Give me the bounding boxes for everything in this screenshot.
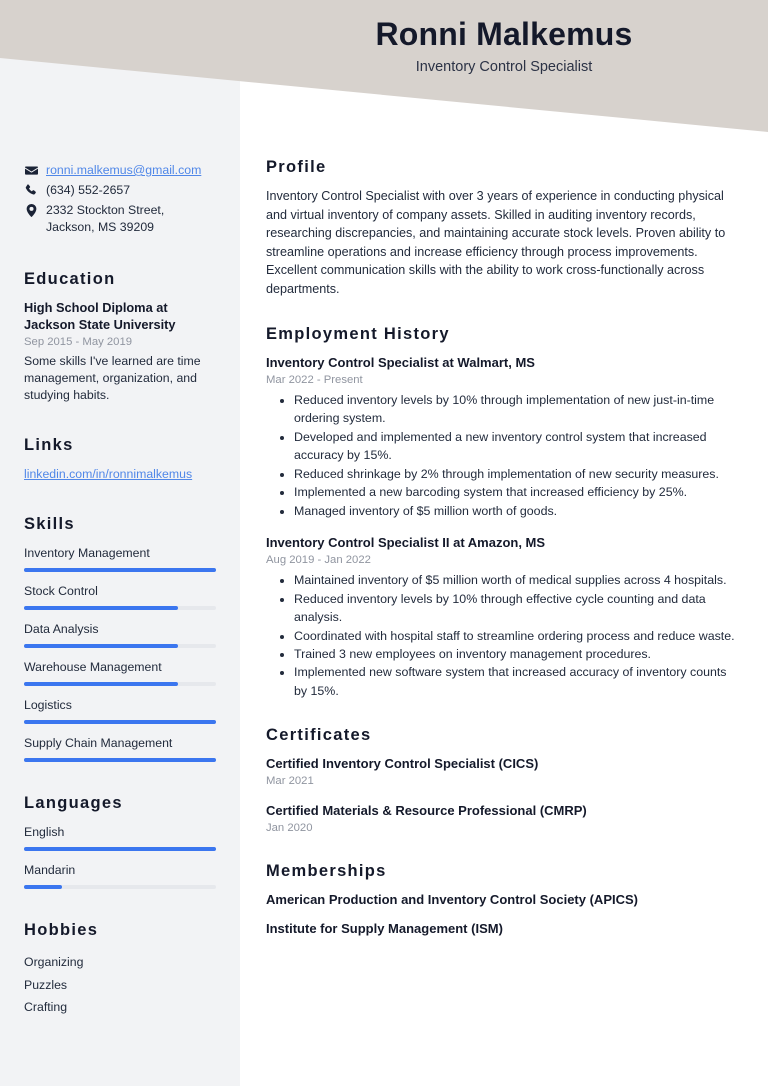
email-link[interactable]: ronni.malkemus@gmail.com [46, 163, 202, 177]
skill-bar-fill [24, 682, 178, 686]
job-bullet: • Reduced inventory levels by 10% through effective cycle counting and data analysis. [294, 590, 738, 627]
contact-phone-value: (634) 552-2657 [46, 183, 131, 197]
skill-label: Logistics [24, 698, 72, 712]
job-entry [266, 354, 738, 520]
skill-item [24, 621, 216, 648]
language-bar-fill [24, 847, 216, 851]
skill-item [24, 545, 216, 572]
language-item [24, 824, 216, 851]
job-bullet: • Developed and implemented a new inventory control system that increased accuracy by 15%. [294, 428, 738, 465]
languages-heading: Languages [24, 794, 123, 812]
hobbies-list [24, 951, 216, 1019]
language-bar-fill [24, 885, 62, 889]
job-bullet: • Trained 3 new employees on inventory management procedures. [294, 645, 738, 663]
education-date: Sep 2015 - May 2019 [24, 336, 133, 348]
contact-email-value [46, 162, 216, 179]
membership-item: American Production and Inventory Control Society (APICS) [266, 892, 638, 908]
language-label: Mandarin [24, 863, 76, 877]
profile-text: Inventory Control Specialist with over 3 years of experience in conducting physical and virtual inventory of company assets. Skilled in auditing inventory records, researching discrepancies, and maintaining accurate stock levels. Proven ability to streamline operations and increase efficiency through process improvements. Excellent communication skills with the ability to work cross-functionally across departments. [266, 189, 726, 296]
certificate-title: Certified Inventory Control Specialist (CICS) [266, 756, 539, 772]
skills-list [24, 545, 216, 762]
job-date: Mar 2022 - Present [266, 373, 363, 386]
job-bullet: • Managed inventory of $5 million worth of goods. [294, 502, 738, 520]
job-bullet: • Reduced inventory levels by 10% through implementation of new just-in-time ordering system. [294, 391, 738, 428]
contact-address [24, 202, 216, 236]
job-bullets [266, 571, 738, 700]
language-label: English [24, 825, 65, 839]
language-bar-track [24, 885, 216, 889]
address-line-2: Jackson, MS 39209 [46, 220, 155, 234]
header-job-title: Inventory Control Specialist [415, 58, 593, 75]
links-heading: Links [24, 436, 74, 454]
job-title: Inventory Control Specialist at Walmart, MS [266, 354, 535, 370]
certificate-entry [266, 755, 738, 790]
skill-item [24, 735, 216, 762]
hobby-item: Crafting [24, 1000, 68, 1014]
skill-item [24, 583, 216, 610]
languages-list [24, 824, 216, 889]
certificate-entry [266, 802, 738, 837]
skill-bar-fill [24, 568, 216, 572]
contact-phone [24, 182, 216, 199]
skill-label: Warehouse Management [24, 660, 162, 674]
envelope-icon [24, 162, 38, 177]
skill-label: Inventory Management [24, 546, 150, 560]
skills-heading: Skills [24, 515, 75, 533]
education-title: High School Diploma at Jackson State University [24, 300, 176, 332]
location-pin-icon [24, 202, 38, 217]
language-bar-track [24, 847, 216, 851]
certificate-title: Certified Materials & Resource Professional (CMRP) [266, 802, 587, 818]
skill-bar-fill [24, 606, 178, 610]
education-description: Some skills I've learned are time management, organization, and studying habits. [24, 354, 201, 402]
education-entry [24, 300, 216, 404]
certificates-heading: Certificates [266, 726, 372, 745]
job-date: Aug 2019 - Jan 2022 [266, 553, 371, 566]
sidebar [0, 0, 240, 1019]
job-bullet: • Reduced shrinkage by 2% through implementation of new security measures. [294, 465, 738, 483]
skill-label: Data Analysis [24, 622, 99, 636]
job-bullets [266, 391, 738, 520]
contact-list [24, 162, 216, 236]
hobby-item: Organizing [24, 955, 84, 969]
job-title: Inventory Control Specialist II at Amazon, MS [266, 534, 546, 550]
certificates-section [266, 726, 738, 836]
memberships-section [266, 862, 738, 938]
job-bullet: • Maintained inventory of $5 million worth of medical supplies across 4 hospitals. [294, 571, 738, 589]
job-bullet: • Implemented a new barcoding system that increased efficiency by 25%. [294, 483, 738, 501]
hobby-item: Puzzles [24, 977, 68, 992]
profile-heading: Profile [266, 158, 327, 176]
skill-bar-fill [24, 644, 178, 648]
main-content [240, 0, 768, 964]
job-bullet: • Coordinated with hospital staff to streamline ordering process and reduce waste. [294, 627, 738, 645]
profile-section [266, 158, 738, 299]
education-heading: Education [24, 270, 116, 288]
skill-label: Stock Control [24, 584, 98, 598]
job-entry [266, 534, 738, 700]
linkedin-link[interactable]: linkedin.com/in/ronnimalkemus [24, 467, 193, 481]
employment-section [266, 325, 738, 701]
skill-bar-track [24, 568, 216, 572]
skill-bar-track [24, 720, 216, 724]
skill-bar-fill [24, 758, 216, 762]
skill-bar-track [24, 606, 216, 610]
phone-icon [24, 182, 38, 196]
certificate-date: Mar 2021 [266, 775, 314, 788]
skill-bar-track [24, 758, 216, 762]
hobbies-heading: Hobbies [24, 921, 99, 939]
contact-address-value [46, 202, 216, 236]
job-bullet: • Implemented new software system that increased accuracy of inventory counts by 15%. [294, 663, 738, 700]
skill-item [24, 697, 216, 724]
skill-label: Supply Chain Management [24, 736, 173, 750]
skill-bar-track [24, 644, 216, 648]
skill-bar-track [24, 682, 216, 686]
language-item [24, 862, 216, 889]
skill-item [24, 659, 216, 686]
page-title: Ronni Malkemus [375, 16, 633, 52]
employment-heading: Employment History [266, 324, 450, 343]
memberships-heading: Memberships [266, 862, 387, 881]
contact-email[interactable] [24, 162, 216, 179]
skill-bar-fill [24, 720, 216, 724]
certificate-date: Jan 2020 [266, 821, 313, 834]
membership-item: Institute for Supply Management (ISM) [266, 921, 503, 937]
address-line-1: 2332 Stockton Street, [46, 203, 165, 217]
